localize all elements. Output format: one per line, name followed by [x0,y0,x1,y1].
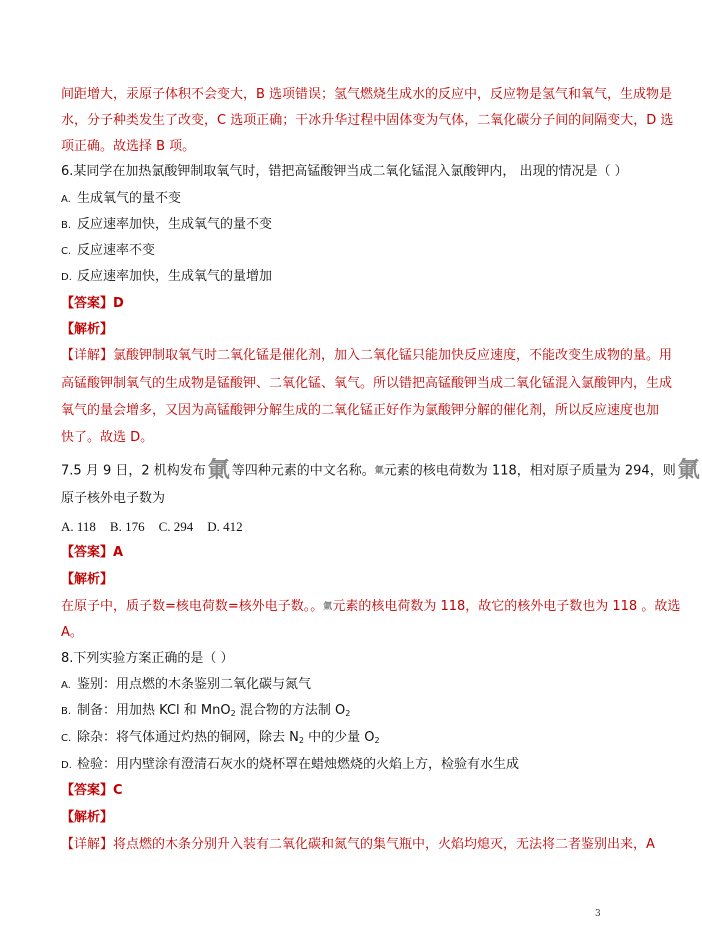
top-explanation-line-3: 项正确。故选择 B 项。 [61,139,196,154]
q7-explanation-part-1: 在原子中，质子数=核电荷数=核外电子数。。 [61,599,324,614]
q7-explanation-part-2: 元素的核电荷数为 118，故它的核外电子数也为 118 。故选 [332,599,681,614]
q6-option-b-letter: B. [61,220,72,231]
q7-choice-a: A. 118 [61,519,96,534]
q8-option-b [61,702,350,723]
q7-stem-line-1 [61,460,702,482]
q7-choice-d: D. 412 [207,519,243,534]
q8-option-b-text-2: 混合物的方法制 O [235,703,346,718]
q8-analysis-title: 【解析】 [61,810,114,825]
q6-option-a-text: 生成氧气的量不变 [77,191,182,206]
q8-option-c-text-2: 中的少量 O [303,730,375,745]
q8-option-a [61,676,311,695]
q8-detail-line-1: 【详解】将点燃的木条分别升入装有二氧化碳和氮气的集气瓶中，火焰均熄灭，无法将二者鉴别出来，A [61,837,655,852]
element-glyph-image-small: 氭 [323,601,333,612]
q8-option-d-letter: D. [61,760,72,771]
q7-choices [61,518,257,536]
q8-option-c-sub-2: 2 [374,736,380,745]
q6-option-a [61,190,181,209]
q8-option-c-letter: C. [61,733,72,744]
q6-detail-line-3: 氧气的量会增多，又因为高锰酸钾分解生成的二氧化锰正好作为氯酸钾分解的催化剂，所以反应速度也加 [61,403,660,418]
q6-option-b-text: 反应速率加快，生成氧气的量不变 [77,217,273,232]
q6-option-d-text: 反应速率加快，生成氧气的量增加 [77,269,273,284]
page-number: 3 [595,909,601,919]
q6-option-b [61,216,272,235]
q7-analysis-title: 【解析】 [61,572,114,587]
q8-option-b-sub-1: 2 [230,709,236,718]
q7-stem-part-1: 7.5 月 9 日，2 机构发布 [61,463,206,479]
q7-stem-line-2: 原子核外电子数为 [61,491,166,506]
q8-answer: 【答案】C [61,783,123,798]
q6-option-d-letter: D. [61,272,72,283]
q8-option-d-text: 检验：用内壁涂有澄清石灰水的烧杯罩在蜡烛燃烧的火焰上方，检验有水生成 [77,757,520,772]
element-glyph-image-small: 氭 [374,466,384,476]
q8-option-d [61,756,519,775]
q6-option-c [61,242,155,261]
q8-option-a-letter: A. [61,680,71,691]
q6-answer: 【答案】D [61,296,124,311]
q8-option-c-text-1: 除杂：将气体通过灼热的铜网，除去 N [77,730,299,745]
q8-option-b-letter: B. [61,706,72,717]
top-explanation-line-1: 间距增大，汞原子体积不会变大，B 选项错误；氢气燃烧生成水的反应中，反应物是氢气和氧气，生成物是 [61,87,673,102]
q8-option-a-text: 鉴别：用点燃的木条鉴别二氧化碳与氮气 [77,677,312,692]
q8-stem: 8.下列实验方案正确的是（ ） [61,651,234,666]
q7-choice-c: C. 294 [158,519,194,534]
element-glyph-image: 氭 [207,458,230,483]
q7-explanation-line-1 [61,598,680,616]
q7-explanation-line-2: A。 [61,625,83,640]
q7-stem-part-3: 元素的核电荷数为 118，相对原子质量为 294，则 [383,463,676,479]
q7-choice-b: B. 176 [109,519,145,534]
q8-option-c-sub-1: 2 [298,736,304,745]
q6-stem: 6.某同学在加热氯酸钾制取氧气时，错把高锰酸钾当成二氧化锰混入氯酸钾内， 出现的情况是（ ） [61,164,628,179]
q7-answer: 【答案】A [61,545,124,560]
q6-detail-line-2: 高锰酸钾制氧气的生成物是锰酸钾、二氧化锰、氧气。所以错把高锰酸钾当成二氧化锰混入氯酸钾内，生成 [61,376,673,391]
top-explanation-line-2: 水，分子种类发生了改变，C 选项正确；干冰升华过程中固体变为气体，二氧化碳分子间的间隔变大，D 选 [61,113,674,128]
q6-analysis-title: 【解析】 [61,322,114,337]
q6-option-a-letter: A. [61,194,71,205]
q6-detail-line-4: 快了。故选 D。 [61,430,154,445]
element-glyph-image: 氭 [677,458,700,483]
q7-stem-part-2: 等四种元素的中文名称。 [231,463,375,479]
q6-option-d [61,268,272,287]
q6-option-c-letter: C. [61,246,72,257]
q8-option-b-sub-2: 2 [345,709,351,718]
q6-detail-line-1: 【详解】氯酸钾制取氧气时二氧化锰是催化剂，加入二氧化锰只能加快反应速度，不能改变生成物的量。用 [61,348,673,363]
q8-option-b-text-1: 制备：用加热 KCl 和 MnO [77,703,231,718]
q8-option-c [61,729,380,750]
q6-option-c-text: 反应速率不变 [77,243,156,258]
